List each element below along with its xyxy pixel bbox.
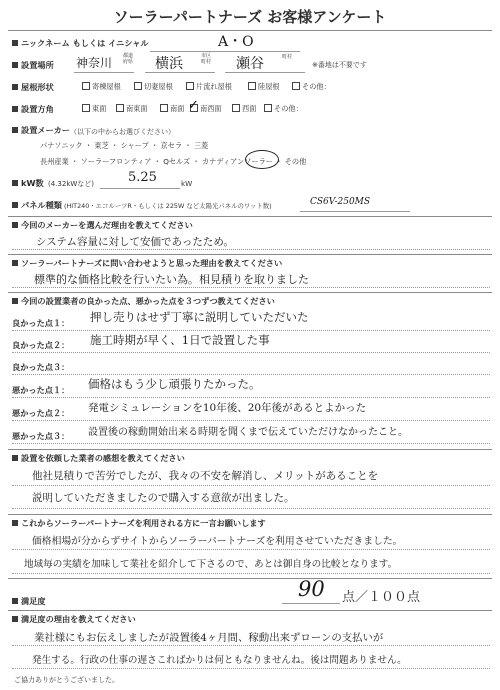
decision-label: 設置を依頼した業者の感想を教えてください [12,453,185,464]
direction-option[interactable]: 東面 [82,104,106,114]
direction-option[interactable]: その他： [264,104,303,114]
bullet-icon [12,40,18,46]
answer-line [12,668,490,669]
direction-label: 設置方角 [12,104,54,115]
separator [8,610,492,611]
bad-point-answer[interactable]: 設置後の稼動開始出来る時期を聞くまで伝えていただけなかったこと。 [88,427,408,438]
kw-hint: (4.32kWなど) [48,180,95,188]
kw-value[interactable]: 5.25 [128,170,157,185]
bad-point-label: 悪かった点１： [12,385,70,395]
checkbox-icon [160,104,168,112]
message-answer-line[interactable]: 価格相場が分からずサイトからソーラーパートナーズを利用させていただきました。 [32,536,403,547]
direction-option[interactable]: 西面 [232,104,256,114]
separator [8,216,492,217]
kw-label: kW数 [12,178,44,189]
maker-options-row2[interactable]: 長州産業 ・ ソーラーフロンティア ・ Qセルズ ・ カナディアンソーラー ・ その他 [40,157,307,166]
bullet-icon [12,598,18,604]
selection-circle-icon [245,150,279,169]
nickname-value[interactable]: A・O [218,34,254,50]
town-kind: 町村 [282,54,293,60]
checkmark-icon: ✓ [188,98,199,113]
answer-line [12,549,490,550]
prefecture-value[interactable]: 神奈川 [76,56,113,70]
roof-option[interactable]: その他： [292,82,331,92]
roof-label: 屋根形状 [12,82,54,93]
good-point-answer[interactable]: 施工時期が早く、1日で設置した事 [90,333,270,347]
bullet-icon [12,260,18,266]
checkbox-icon [82,104,90,112]
checkbox-icon [116,104,124,112]
bullet-icon [12,222,18,228]
answer-line [12,249,490,250]
checkbox-icon [134,82,142,90]
prefecture-kind: 都道府県 [123,53,134,65]
separator [8,578,492,579]
bullet-icon [12,298,18,304]
town-value[interactable]: 瀬谷 [236,56,264,72]
nickname-underline [150,51,300,52]
location-note: ※番地は不要です [312,61,367,69]
answer-line [12,374,490,375]
satisfaction-underline [282,603,340,604]
separator [8,514,492,515]
maker-hint: （以下の中からお選びください） [70,128,175,136]
bad-point-answer[interactable]: 価格はもう少し頑張りたかった。 [88,377,261,391]
answer-line [12,508,490,509]
panel-label: パネル種類 [12,200,62,211]
answer-line [12,352,490,353]
bullet-icon [12,616,18,622]
checkbox-icon [186,82,194,90]
separator [8,449,492,450]
decision-answer-line[interactable]: 他社見積りで苦労でしたが、我々の不安を解消し、メリットがあることを [32,470,379,482]
satisfaction-reason-label: 満足度の理由を教えてください [12,614,136,625]
bullet-icon [12,202,18,208]
separator [8,254,492,255]
message-answer-line[interactable]: 地域毎の実績を加味して業社を紹介して下さるので、あとは御自身の比較となります。 [24,559,398,570]
bullet-icon [12,106,18,112]
answer-line [12,573,490,574]
bad-point-label: 悪かった点２： [12,408,70,418]
city-kind: 市区町村 [201,53,212,65]
bullet-icon [12,180,18,186]
separator [8,292,492,293]
answer-line [12,330,490,331]
roof-option[interactable]: 片流れ屋根 [186,82,232,92]
direction-option[interactable]: 南東面 [116,104,148,114]
maker-reason-answer[interactable]: システム容量に対して安価であったため。 [36,236,234,248]
answer-line [12,443,490,444]
city-underline [145,72,215,73]
satisfaction-unit: 点／１００点 [342,590,421,605]
decision-answer-line[interactable]: 説明していただきましたので購入する意欲が出ました。 [32,492,295,504]
contact-reason-answer[interactable]: 標準的な価格比較を行いたい為。相見積りを取りました [34,273,309,286]
bullet-icon [12,62,18,68]
roof-option[interactable]: 陸屋根 [248,82,280,92]
satisfaction-reason-line[interactable]: 発生する。行政の仕事の遅さこればかりは何ともなりませんね。後は問題ありません。 [32,655,407,666]
nickname-label: ニックネーム もしくは イニシャル [12,38,149,49]
checkbox-icon [292,82,300,90]
answer-line [12,287,490,288]
footer-thanks: ご協力ありがとうございました。 [14,676,119,684]
roof-option[interactable]: 切妻屋根 [134,82,173,92]
bullet-icon [12,127,18,133]
good-point-answer[interactable]: 押し売りはせず丁寧に説明していただいた [90,310,309,324]
installer-label: 今回の設置業者の良かった点、悪かった点を３つずつ教えてください [12,296,275,307]
satisfaction-value[interactable]: 90 [298,577,325,601]
maker-reason-label: 今回のメーカーを選んだ理由を教えてください [12,220,193,231]
bad-point-answer[interactable]: 発電シミュレーションを10年後、20年後があるとよかった [88,402,367,414]
checkbox-icon [232,104,240,112]
good-point-label: 良かった点１： [12,318,70,328]
page-title: ソーラーパートナーズ お客様アンケート [113,8,387,26]
answer-line [12,397,490,398]
maker-options-row1[interactable]: パナソニック ・ 東芝 ・ シャープ ・ 京セラ ・ 三菱 [40,141,209,150]
checkbox-icon [248,82,256,90]
panel-hint: (HIT240・エコルーツR・もしくは 225W など太陽光パネルのワット数) [64,202,272,210]
maker-label: 設置メーカー [12,125,70,136]
direction-option[interactable]: 南面 [160,104,184,114]
satisfaction-label: 満足度 [12,596,46,607]
roof-option[interactable]: 寄棟屋根 [82,82,121,92]
satisfaction-reason-line[interactable]: 業社様にもお伝えしましたが設置後4ヶ月間、稼動出来ずローンの支払いが [34,632,384,644]
answer-line [12,645,490,646]
kw-underline [100,188,180,189]
panel-value[interactable]: CS6V-250MS [310,197,371,207]
message-label: これからソーラーパートナーズを利用される方に一言お願いします [12,518,266,529]
prefecture-underline [74,72,134,73]
town-underline [225,72,305,73]
city-value[interactable]: 横浜 [155,56,183,72]
good-point-label: 良かった点３： [12,362,70,372]
answer-line [12,485,490,486]
answer-line [12,420,490,421]
bullet-icon [12,520,18,526]
bullet-icon [12,84,18,90]
location-label: 設置場所 [12,60,54,71]
checkbox-icon [82,82,90,90]
good-point-label: 良かった点２： [12,340,70,350]
contact-reason-label: ソーラーパートナーズに問い合わせようと思った理由を教えてください [12,258,282,269]
kw-unit: kW [181,179,193,188]
bad-point-label: 悪かった点３： [12,431,70,441]
direction-option-checked[interactable]: 南西面 [190,104,222,114]
checkbox-icon [264,104,272,112]
bullet-icon [12,455,18,461]
panel-underline [300,211,410,212]
